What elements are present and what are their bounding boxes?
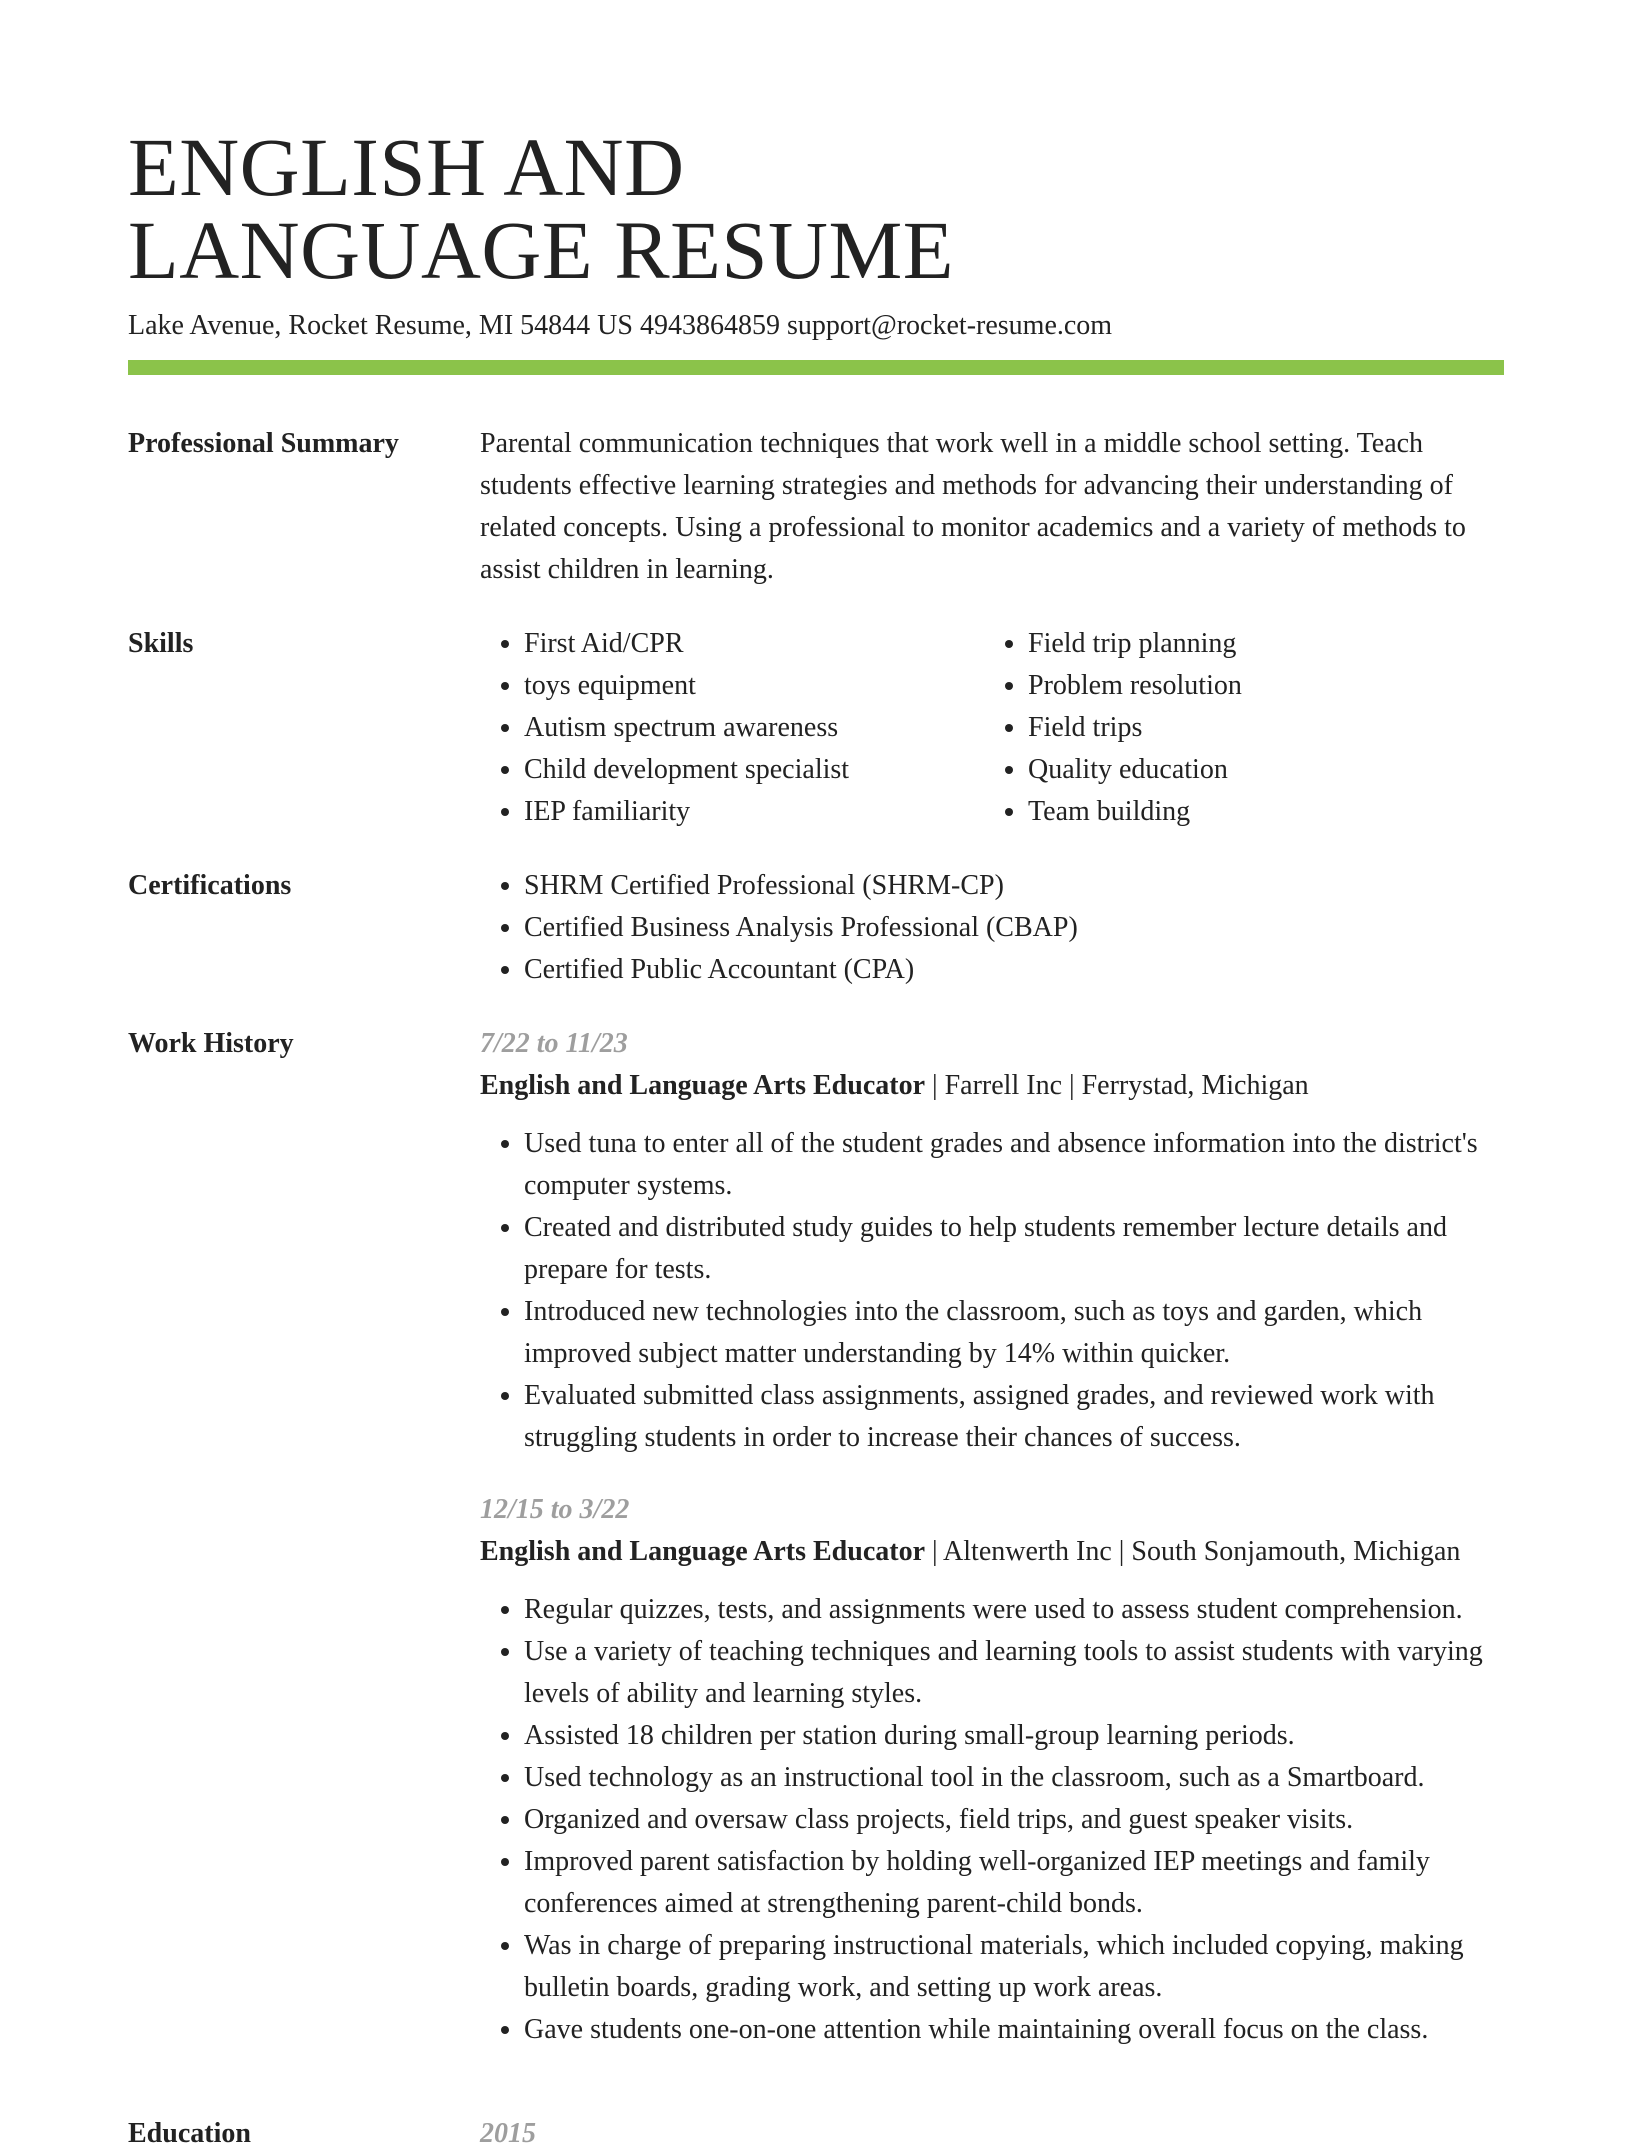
section-label-work: Work History — [128, 1028, 294, 1059]
skills-columns — [480, 623, 1528, 833]
job-bullets — [480, 1589, 1504, 2051]
job-bullet: • Created and distributed study guides to help students remember lecture details and prepare for tests. — [524, 1207, 1504, 1291]
job-title: English and Language Arts Educator — [480, 1070, 925, 1101]
title-line-1: ENGLISH AND — [128, 121, 685, 213]
professional-summary-section — [128, 423, 1504, 591]
work-history-section — [128, 1023, 1504, 2081]
summary-text: Parental communication techniques that work well in a middle school setting. Teach students effective learning strategies and methods for advancing their understanding of related concepts. Using a professional to monitor academics and a variety of methods to assist children in learning. — [480, 428, 1466, 585]
section-label-skills: Skills — [128, 628, 194, 659]
resume-page — [128, 0, 1504, 2155]
job-heading — [480, 1531, 1504, 1573]
section-label-certifications: Certifications — [128, 870, 292, 901]
skill-item: • First Aid/CPR — [524, 623, 984, 665]
title-line-2: LANGUAGE RESUME — [128, 204, 954, 296]
contact-info: Lake Avenue, Rocket Resume, MI 54844 US 4943864859 support@rocket-resume.com — [128, 310, 1113, 341]
work-history-body — [480, 1023, 1504, 2081]
resume-title — [128, 0, 1504, 296]
certifications-body — [480, 865, 1504, 991]
job-bullet: • Regular quizzes, tests, and assignments were used to assess student comprehension. — [524, 1589, 1504, 1631]
job-bullet: • Assisted 18 children per station during small-group learning periods. — [524, 1715, 1504, 1757]
skill-item: • Field trip planning — [1028, 623, 1528, 665]
certifications-section — [128, 865, 1504, 991]
section-label-education: Education — [128, 2118, 251, 2149]
skills-list-left — [480, 623, 984, 833]
job-bullets — [480, 1123, 1504, 1459]
job-title: English and Language Arts Educator — [480, 1536, 925, 1567]
job-bullet: • Gave students one-on-one attention while maintaining overall focus on the class. — [524, 2009, 1504, 2051]
skill-item: • Child development specialist — [524, 749, 984, 791]
job-bullet: • Use a variety of teaching techniques and learning tools to assist students with varying levels of ability and learning styles. — [524, 1631, 1504, 1715]
skill-item: • Problem resolution — [1028, 665, 1528, 707]
certification-item: • Certified Public Accountant (CPA) — [524, 949, 1504, 991]
skill-item: • toys equipment — [524, 665, 984, 707]
job-details: | Altenwerth Inc | South Sonjamouth, Michigan — [925, 1536, 1461, 1567]
skill-item: • IEP familiarity — [524, 791, 984, 833]
job-bullet: • Introduced new technologies into the classroom, such as toys and garden, which improved subject matter understanding by 14% within quicker. — [524, 1291, 1504, 1375]
skill-item: • Quality education — [1028, 749, 1528, 791]
job-bullet: • Used technology as an instructional tool in the classroom, such as a Smartboard. — [524, 1757, 1504, 1799]
job-dates: 7/22 to 11/23 — [480, 1028, 628, 1059]
section-label-summary: Professional Summary — [128, 428, 399, 459]
skill-item: • Team building — [1028, 791, 1528, 833]
job-entry — [480, 1023, 1504, 1459]
job-bullet: • Evaluated submitted class assignments, assigned grades, and reviewed work with struggling students in order to increase their chances of success. — [524, 1375, 1504, 1459]
job-dates: 12/15 to 3/22 — [480, 1494, 630, 1525]
job-bullet: • Improved parent satisfaction by holding well-organized IEP meetings and family conferences aimed at strengthening parent-child bonds. — [524, 1841, 1504, 1925]
certification-item: • Certified Business Analysis Professional (CBAP) — [524, 907, 1504, 949]
job-bullet: • Organized and oversaw class projects, field trips, and guest speaker visits. — [524, 1799, 1504, 1841]
education-section — [128, 2113, 1504, 2155]
job-entry — [480, 1489, 1504, 2051]
job-bullet: • Used tuna to enter all of the student grades and absence information into the district's computer systems. — [524, 1123, 1504, 1207]
skills-list-right — [984, 623, 1528, 833]
skill-item: • Field trips — [1028, 707, 1528, 749]
certification-item: • SHRM Certified Professional (SHRM-CP) — [524, 865, 1504, 907]
job-heading — [480, 1065, 1504, 1107]
accent-divider — [128, 360, 1504, 375]
skill-item: • Autism spectrum awareness — [524, 707, 984, 749]
education-body — [480, 2113, 1504, 2155]
skills-section — [128, 623, 1504, 833]
job-bullet: • Was in charge of preparing instructional materials, which included copying, making bulletin boards, grading work, and setting up work areas. — [524, 1925, 1504, 2009]
certifications-list — [480, 865, 1504, 991]
education-dates: 2015 — [480, 2118, 536, 2149]
job-details: | Farrell Inc | Ferrystad, Michigan — [925, 1070, 1309, 1101]
